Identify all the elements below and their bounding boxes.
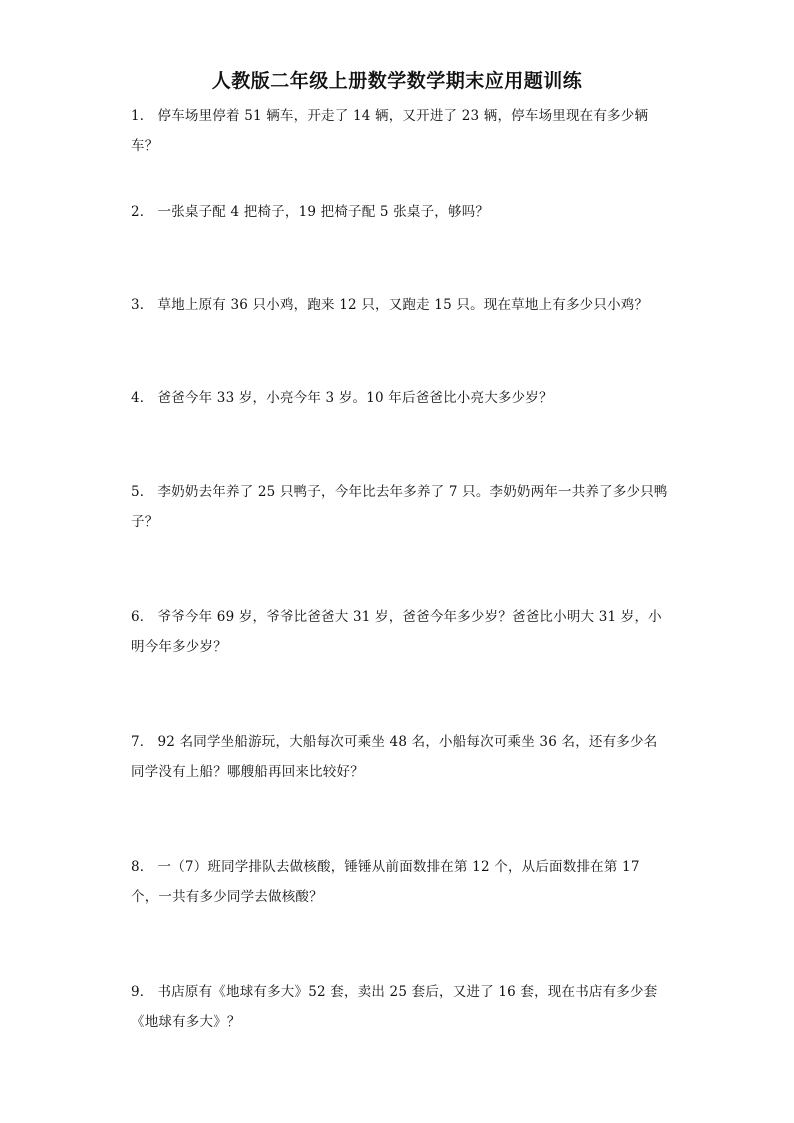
question-number: 3．: [131, 297, 154, 313]
question-9: [131, 977, 671, 1037]
question-text: 一张桌子配 4 把椅子，19 把椅子配 5 张桌子，够吗？: [157, 204, 490, 220]
question-number: 7．: [131, 734, 154, 750]
question-1: [131, 101, 671, 161]
question-text: 一（7）班同学排队去做核酸，锤锤从前面数排在第 12 个，从后面数排在第 17 个，一共有多少同学去做核酸？: [131, 859, 640, 905]
question-6: [131, 602, 671, 662]
question-number: 5．: [131, 484, 154, 500]
question-number: 6．: [131, 609, 154, 625]
question-text: 爷爷今年 69 岁，爷爷比爸爸大 31 岁，爸爸今年多少岁？爸爸比小明大 31 岁，小明今年多少岁？: [131, 609, 662, 655]
question-7: [131, 727, 671, 787]
question-number: 1．: [131, 108, 154, 124]
question-number: 4．: [131, 390, 154, 406]
question-text: 书店原有《地球有多大》52 套，卖出 25 套后，又进了 16 套，现在书店有多少套《地球有多大》？: [131, 984, 658, 1030]
question-text: 李奶奶去年养了 25 只鸭子，今年比去年多养了 7 只。李奶奶两年一共养了多少只鸭子？: [131, 484, 668, 530]
question-text: 草地上原有 36 只小鸡，跑来 12 只，又跑走 15 只。现在草地上有多少只小鸡？: [157, 297, 649, 313]
question-3: [131, 290, 671, 320]
question-text: 92 名同学坐船游玩，大船每次可乘坐 48 名，小船每次可乘坐 36 名，还有多少名同学没有上船？哪艘船再回来比较好？: [131, 734, 658, 780]
page-title: 人教版二年级上册数学数学期末应用题训练: [211, 70, 583, 92]
question-number: 9．: [131, 984, 154, 1000]
question-5: [131, 477, 671, 537]
question-4: [131, 383, 671, 413]
question-number: 2．: [131, 204, 154, 220]
question-8: [131, 852, 671, 912]
question-text: 爸爸今年 33 岁，小亮今年 3 岁。10 年后爸爸比小亮大多少岁？: [157, 390, 553, 406]
question-text: 停车场里停着 51 辆车，开走了 14 辆，又开进了 23 辆，停车场里现在有多少辆车？: [131, 108, 649, 154]
question-2: [131, 197, 671, 227]
question-number: 8．: [131, 859, 154, 875]
